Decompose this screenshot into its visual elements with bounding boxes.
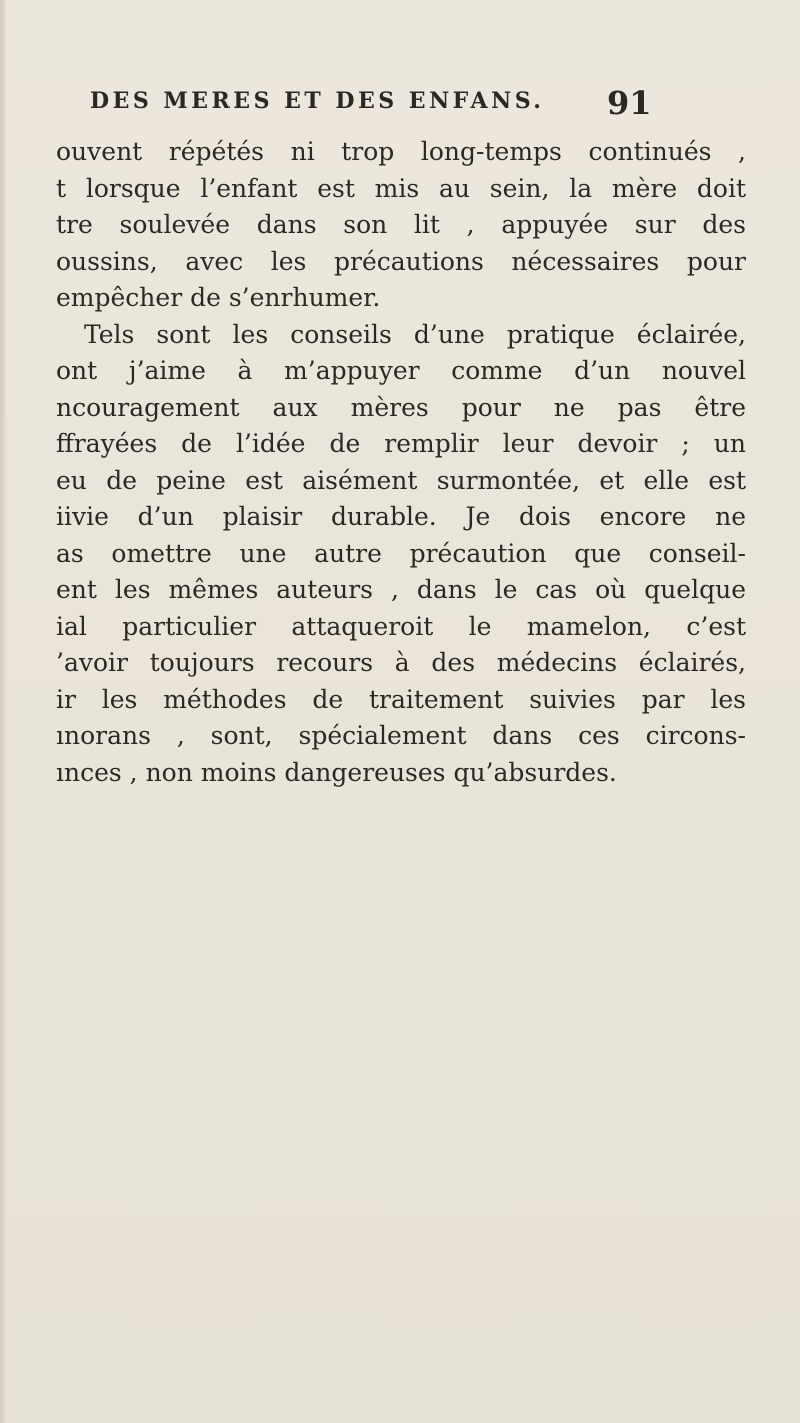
text-line: oussins, avec les précautions nécessaires pour [56,246,746,276]
text-line: Tels sont les conseils d’une pratique éclairée, [84,319,746,349]
text-line: iivie d’un plaisir durable. Je dois encore ne [56,502,746,531]
text-line: as omettre une autre précaution que conseil- [56,538,746,568]
running-title: DES MERES ET DES ENFANS. [90,88,545,114]
text-line: t lorsque l’enfant est mis au sein, la mère doit [56,173,746,203]
text-line: ouvent répétés ni trop long-temps continués , [56,137,746,166]
text-line: ial particulier attaqueroit le mamelon, c’est [56,611,746,641]
text-line: ınces , non moins dangereuses qu’absurdes. [56,757,617,787]
text-line: ffrayées de l’idée de remplir leur devoir ; un [56,429,746,458]
text-line: eu de peine est aisément surmontée, et elle est [56,465,746,495]
running-head [90,84,690,124]
text-line: ncouragement aux mères pour ne pas être [56,392,746,422]
page-number: 91 [607,84,652,122]
text-line: ent les mêmes auteurs , dans le cas où quelque [56,575,746,604]
body-text [56,134,746,791]
text-line: tre soulevée dans son lit , appuyée sur des [56,210,746,239]
text-line: ir les méthodes de traitement suivies par les [56,684,746,714]
text-line: ’avoir toujours recours à des médecins éclairés, [56,648,746,677]
text-line: ınorans , sont, spécialement dans ces circons- [56,721,746,750]
binding-edge [0,0,6,1423]
text-line: ont j’aime à m’appuyer comme d’un nouvel [56,356,746,385]
text-line: empêcher de s’enrhumer. [56,283,381,312]
